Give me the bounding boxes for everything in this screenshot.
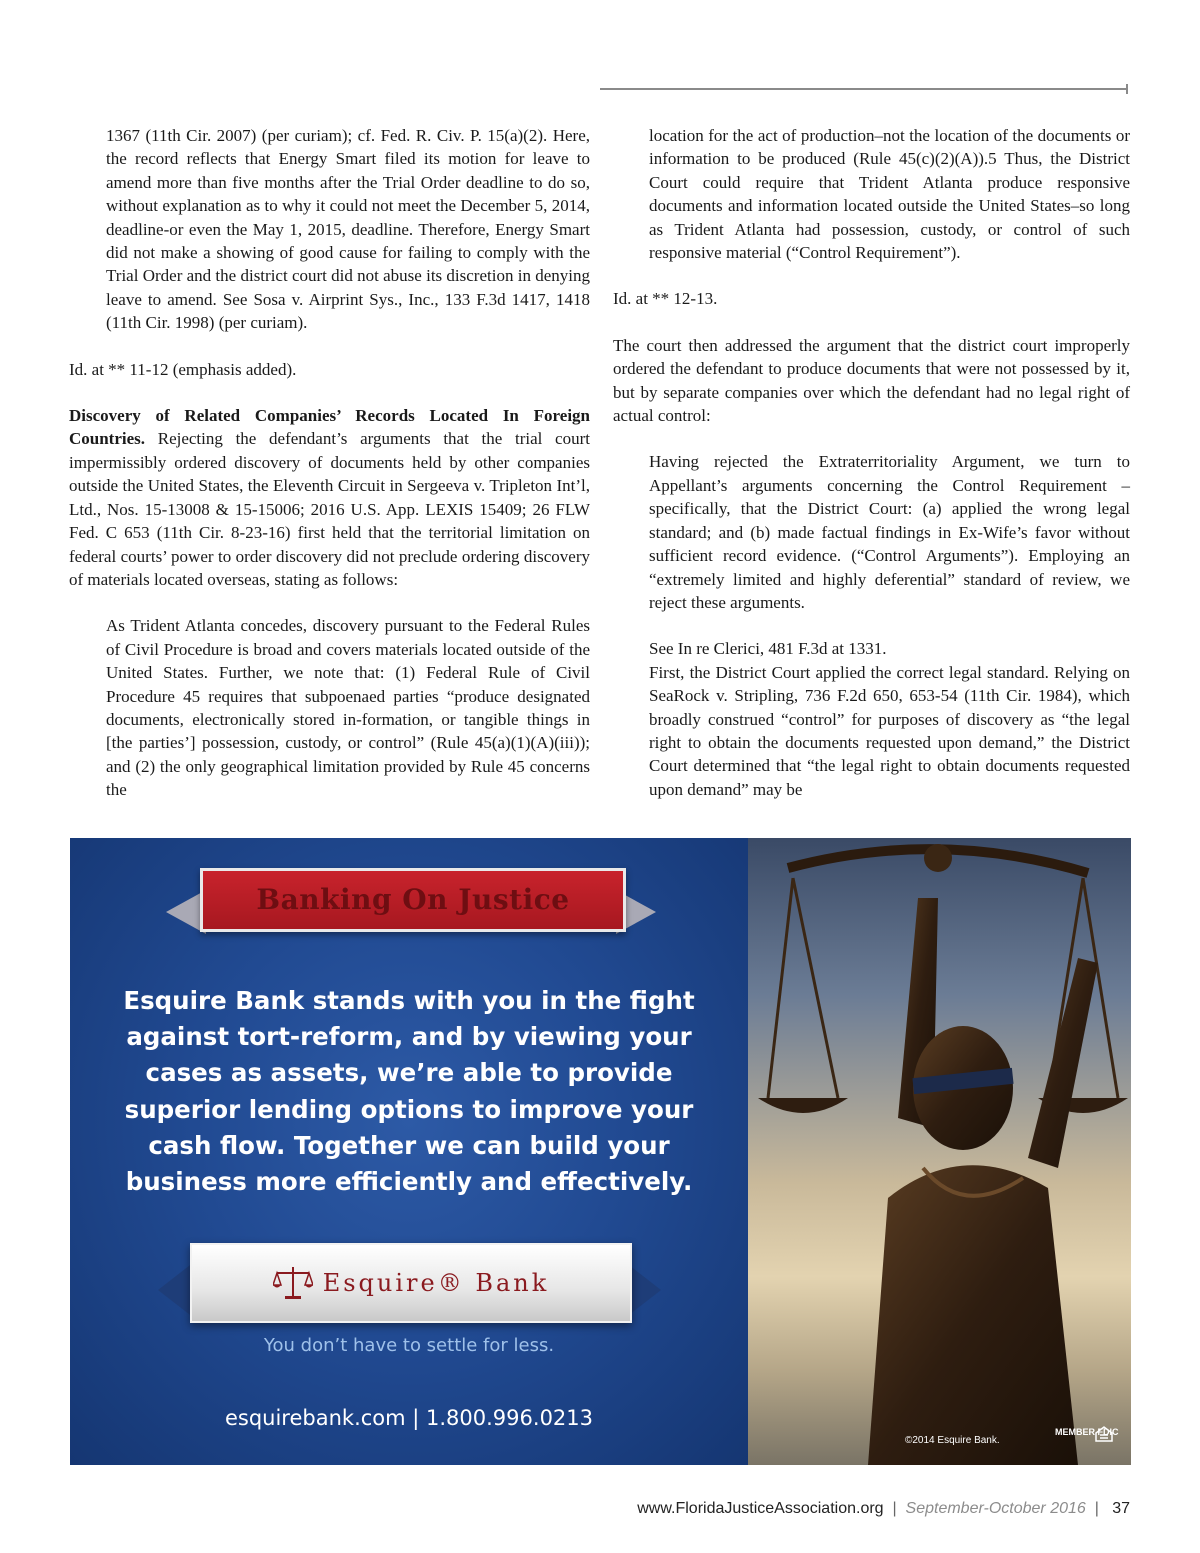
- top-rule-tick: [1126, 84, 1128, 94]
- lady-justice-icon: [748, 838, 1131, 1465]
- esquire-bank-logo: [192, 1245, 630, 1321]
- esquire-bank-ad: [70, 838, 1131, 1465]
- left-paragraph-1: [69, 404, 590, 591]
- left-quote-2: As Trident Atlanta concedes, discovery pursuant to the Federal Rules of Civil Procedure is broad and covers materials located outside of the United States. Further, we note that: (1) Federal Rule of Civil Procedure 45 requires that subpoenaed parties “produce designated documents, electronically stored in-formation, or tangible things in [the parties’] possession, custody, or control” (Rule 45(a)(1)(A)(iii)); and (2) the only geographical limitation provided by Rule 45 concerns the: [106, 616, 590, 800]
- footer-separator: |: [888, 1500, 902, 1517]
- footer-issue: September-October 2016: [905, 1500, 1086, 1517]
- right-column: [613, 124, 1130, 801]
- page-number: 37: [1112, 1500, 1130, 1517]
- right-quote-2: Having rejected the Extraterritoriality Argument, we turn to Appellant’s arguments concerning the Control Requirement – specifically, that the District Court: (a) applied the wrong legal standard; and (b) made factual findings in Ex-Wife’s favor without sufficient record evidence. (“Control Arguments”). Employing an “extremely limited and highly deferential” standard of review, we reject these arguments.: [649, 452, 1130, 612]
- footer-separator: |: [1090, 1500, 1108, 1517]
- equal-housing-icon: [1095, 1426, 1113, 1442]
- ad-body-text: Esquire Bank stands with you in the fight against tort-reform, and by viewing your cases as assets, we’re able to provide superior lending options to improve your cash flow. Together we can build your business more efficiently and effectively.: [123, 986, 695, 1197]
- left-column: [69, 124, 590, 802]
- top-rule: [600, 88, 1128, 90]
- right-quote-3: First, the District Court applied the correct legal standard. Relying on SeaRock v. Stripling, 736 F.2d 650, 653-54 (11th Cir. 1984), which broadly construed “control” for purposes of discovery as “the legal right to obtain the documents requested upon demand,” the District Court determined that “the legal right to obtain documents requested upon demand” may be: [649, 662, 1130, 799]
- footer-website[interactable]: www.FloridaJusticeAssociation.org: [637, 1500, 884, 1517]
- bank-name-wordmark: Esquire® Bank: [322, 1269, 550, 1297]
- ad-copyright: ©2014 Esquire Bank.: [905, 1435, 1000, 1446]
- logo-ribbon-left: [158, 1262, 194, 1318]
- banner-title: Banking On Justice: [256, 883, 570, 916]
- section-heading: Discovery of Related Companies’ Records Located In Foreign Countries.: [69, 406, 590, 449]
- lady-justice-image: [748, 838, 1131, 1465]
- ad-contact-info[interactable]: esquirebank.com | 1.800.996.0213: [224, 1406, 594, 1430]
- fdic-badge: MEMBER FDIC: [1055, 1427, 1119, 1437]
- right-citation-1: Id. at ** 12-13.: [613, 289, 718, 309]
- ad-tagline: You don’t have to settle for less.: [263, 1335, 555, 1356]
- section-paragraph: Rejecting the defendant’s arguments that the trial court impermissibly ordered discovery of documents held by other companies outside the United States, the Eleventh Circuit in Sergeeva v. Tripleton Int’l, Ltd., Nos. 15-13008 & 15-15006; 2016 U.S. App. LEXIS 15409; 26 FLW Fed. C 653 (11th Cir. 8-23-16) first held that the territorial limitation on federal courts’ power to order discovery did not preclude ordering discovery of materials located overseas, stating as follows:: [69, 429, 590, 589]
- scales-icon: [273, 1265, 313, 1301]
- right-quote-1: location for the act of production–not the location of the documents or information to be produced (Rule 45(c)(2)(A)).5 Thus, the District Court could require that Trident Atlanta produce responsive documents and information located outside the United States–so long as Trident Atlanta had possession, custody, or control of such responsive material (“Control Requirement”).: [649, 126, 1130, 263]
- left-citation-1: Id. at ** 11-12 (emphasis added).: [69, 359, 297, 379]
- right-quote-3-cite: See In re Clerici, 481 F.3d at 1331.: [649, 639, 887, 659]
- banking-on-justice-banner: [200, 868, 626, 932]
- right-paragraph-1: The court then addressed the argument that the district court improperly ordered the defendant to produce documents that were not possessed by it, but by separate companies over which the defendant had no legal right of actual control:: [613, 335, 1130, 426]
- page-footer: [588, 1500, 1130, 1518]
- esquire-bank-logo-banner[interactable]: [190, 1243, 632, 1323]
- left-quote-1: 1367 (11th Cir. 2007) (per curiam); cf. Fed. R. Civ. P. 15(a)(2). Here, the record reflects that Energy Smart filed its motion for leave to amend more than five months after the Trial Order deadline to do so, without explanation as to why it could not meet the December 5, 2014, deadline-or even the May 1, 2015, deadline. Therefore, Energy Smart did not make a showing of good cause for failing to comply with the Trial Order and the district court did not abuse its discretion in denying leave to amend. See Sosa v. Airprint Sys., Inc., 133 F.3d 1417, 1418 (11th Cir. 1998) (per curiam).: [106, 126, 590, 333]
